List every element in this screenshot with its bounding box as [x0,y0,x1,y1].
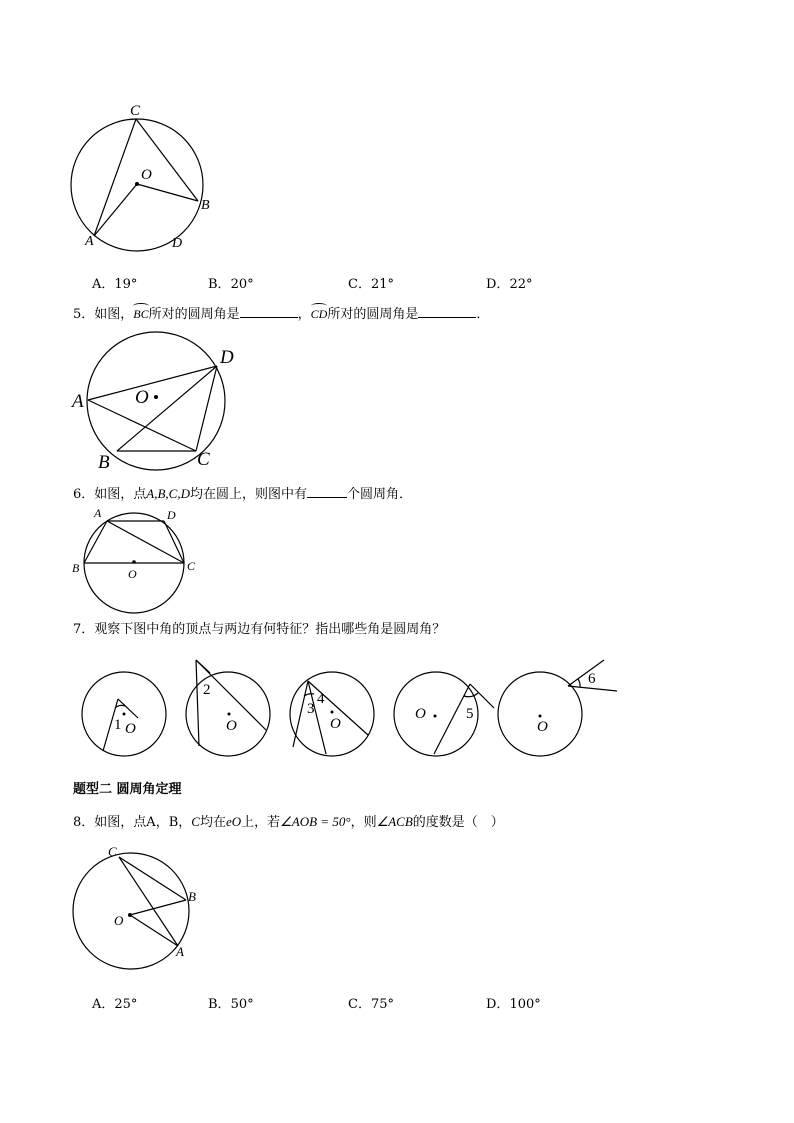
q8-label-c: C [108,844,117,859]
q5-label-d: D [220,347,234,368]
option-value: 20° [230,277,254,292]
q6-points: A,B,C,D [146,486,190,501]
q8-text-c: 上，若 [241,815,281,830]
q8-option-b[interactable] [208,993,254,1012]
option-letter: D． [486,277,510,292]
option-value: 25° [114,997,138,1012]
q7-c5-center-label: O [537,719,548,735]
q5-label-c: C [197,449,210,470]
option-letter: C． [348,277,371,292]
option-value: 75° [370,997,394,1012]
q5-end: ． [476,307,490,322]
q8-point-a: A [146,815,156,830]
q8-label-o: O [114,913,124,928]
q8-line-ob [130,900,186,915]
section-heading: 题型二 圆周角定理 [73,782,182,797]
q7-angle-label-4: 4 [317,691,325,707]
q7-angle-label-1: 1 [114,717,122,733]
q5-text-a: 如图， [94,307,134,322]
q8-point-b: B [168,815,179,830]
q6-label-d: D [167,508,176,522]
q5-arc-cd: CD [310,307,328,321]
q8-option-a[interactable] [92,993,137,1012]
q6-text-b: 均在圆上，则图中有 [190,487,308,502]
q8-angle-acb: ∠ACB [376,814,413,829]
q6-text-c: 个圆周角． [347,487,413,502]
q8-text-b: 均在 [199,815,226,830]
q7-angle-label-2: 2 [203,682,211,698]
q5-text-c: 所对的圆周角是 [327,307,419,322]
q7-angle-label-6: 6 [588,671,596,687]
q7-angle-label-3: 3 [307,701,315,717]
option-letter: B． [208,997,231,1012]
question-number: 6． [73,487,95,502]
q8-line-ca [119,857,178,946]
option-value: 19° [114,277,138,292]
q4-label-b: B [201,198,210,213]
q8-text-a: 如图，点 [94,815,147,830]
option-letter: B． [208,277,231,292]
option-value: 21° [370,277,394,292]
option-value: 50° [230,997,254,1012]
q5-arc-bc: BC [133,307,149,321]
q7-c4-center-label: O [415,706,426,722]
option-value: 22° [509,277,533,292]
option-value: 100° [509,997,541,1012]
q6-label-o: O [128,567,137,581]
q7-text: 观察下图中角的顶点与两边有何特征？指出哪些角是圆周角？ [94,622,446,637]
q5-label-b: B [98,452,110,473]
option-letter: C． [348,997,371,1012]
q6-label-b: B [72,561,80,575]
q6-label-a: A [94,506,102,520]
option-letter: A． [92,277,115,292]
q6-label-c: C [187,559,196,573]
q8-option-d[interactable] [486,993,541,1012]
option-letter: D． [486,997,510,1012]
q7-c3-center-label: O [330,716,341,732]
q8-center-dot [128,913,132,917]
q4-label-d: D [172,236,183,251]
q5-sep: ， [297,307,311,322]
q8-line-oa [130,915,178,946]
q8-label-b: B [188,889,196,904]
q8-circle-o: O [231,814,242,829]
question-number: 8． [73,815,95,830]
q8-option-c[interactable] [348,993,394,1012]
q5-label-a: A [72,391,84,412]
q8-line-cb [119,857,186,900]
q8-circle [73,853,189,969]
q5-label-o: O [135,387,149,408]
q7-c1-center-label: O [125,721,136,737]
q5-text-b: 所对的圆周角是 [148,307,240,322]
q8-point-c: C [191,814,200,829]
q7-angle-label-5: 5 [466,706,474,722]
q7-c2-center-label: O [226,718,237,734]
q4-label-c: C [130,103,141,119]
q8-angle-aob: ∠AOB = 50° [280,814,351,829]
q8-circle-symbol: e [225,814,232,829]
q8-label-a: A [176,944,184,959]
q8-comma-1: ， [155,815,169,830]
q8-text-d: ，则 [350,815,377,830]
q6-text-a: 如图，点 [94,487,147,502]
q8-comma-2: ， [178,815,192,830]
q8-text-e: 的度数是（ ） [412,815,504,830]
option-letter: A． [92,997,115,1012]
q4-label-o: O [141,167,152,183]
question-number: 5． [73,307,95,322]
q4-label-a: A [85,234,94,249]
question-number: 7． [73,622,95,637]
